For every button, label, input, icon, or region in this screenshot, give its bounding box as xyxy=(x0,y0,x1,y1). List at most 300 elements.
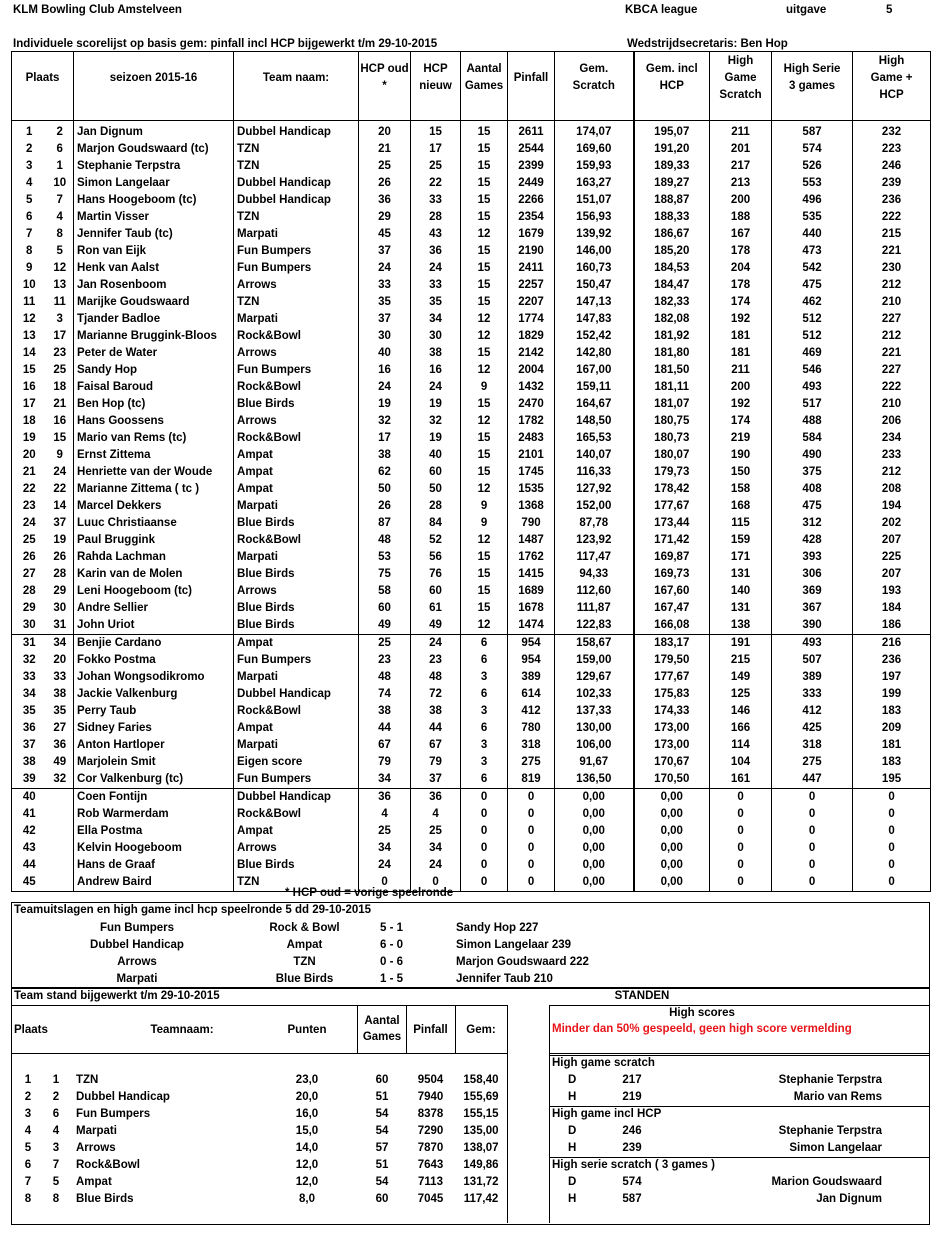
player-prev-rank: 17 xyxy=(47,328,74,345)
player-row xyxy=(12,396,931,413)
highscore-division: H xyxy=(568,1193,577,1205)
player-hcp-new: 24 xyxy=(411,379,461,396)
player-high-serie: 496 xyxy=(772,192,853,209)
col-team: Team naam: xyxy=(234,52,359,105)
team-rank: 2 xyxy=(24,1091,32,1103)
player-hg-scratch: 211 xyxy=(710,124,772,141)
match-home: Dubbel Handicap xyxy=(90,939,184,951)
highscore-section-title: High game scratch xyxy=(552,1057,655,1069)
player-hg-scratch: 213 xyxy=(710,175,772,192)
player-team: Ampat xyxy=(234,720,359,737)
player-hg-hcp: 236 xyxy=(853,192,931,209)
player-avg-hcp: 179,50 xyxy=(634,652,710,669)
edition-number: 5 xyxy=(886,4,893,16)
player-prev-rank: 1 xyxy=(47,158,74,175)
player-high-serie: 512 xyxy=(772,311,853,328)
player-prev-rank: 30 xyxy=(47,600,74,617)
player-avg-scratch: 94,33 xyxy=(555,566,634,583)
player-name: Martin Visser xyxy=(74,209,234,226)
player-hcp-old: 25 xyxy=(359,158,411,175)
player-prev-rank: 28 xyxy=(47,566,74,583)
col-hcp-new: HCP nieuw xyxy=(411,52,461,105)
player-hg-hcp: 212 xyxy=(853,277,931,294)
player-hg-hcp: 183 xyxy=(853,754,931,771)
player-games: 3 xyxy=(461,703,508,720)
player-prev-rank xyxy=(47,789,74,807)
player-name: Rahda Lachman xyxy=(74,549,234,566)
player-rank: 31 xyxy=(12,635,47,653)
player-pinfall: 790 xyxy=(508,515,555,532)
player-hcp-new: 52 xyxy=(411,532,461,549)
highscore-section-title: High serie scratch ( 3 games ) xyxy=(552,1159,715,1171)
player-hg-hcp: 234 xyxy=(853,430,931,447)
match-row xyxy=(12,954,612,971)
player-hcp-new: 23 xyxy=(411,652,461,669)
player-hcp-new: 60 xyxy=(411,464,461,481)
player-hg-scratch: 174 xyxy=(710,413,772,430)
player-rank: 24 xyxy=(12,515,47,532)
player-hcp-new: 84 xyxy=(411,515,461,532)
divider xyxy=(549,1005,550,1223)
player-name: Anton Hartloper xyxy=(74,737,234,754)
player-row xyxy=(12,277,931,294)
player-hcp-old: 75 xyxy=(359,566,411,583)
col-teamname: Teamnaam: xyxy=(150,1024,214,1036)
player-high-serie: 0 xyxy=(772,874,853,892)
player-row xyxy=(12,617,931,635)
team-points: 12,0 xyxy=(295,1176,319,1188)
player-hg-hcp: 193 xyxy=(853,583,931,600)
player-prev-rank: 2 xyxy=(47,124,74,141)
player-hcp-new: 79 xyxy=(411,754,461,771)
player-high-serie: 0 xyxy=(772,857,853,874)
player-team: TZN xyxy=(234,874,359,892)
player-hcp-old: 17 xyxy=(359,430,411,447)
player-hcp-new: 44 xyxy=(411,720,461,737)
player-high-serie: 0 xyxy=(772,823,853,840)
player-avg-hcp: 173,00 xyxy=(634,737,710,754)
player-rank: 6 xyxy=(12,209,47,226)
player-avg-scratch: 87,78 xyxy=(555,515,634,532)
player-games: 12 xyxy=(461,328,508,345)
player-hg-hcp: 207 xyxy=(853,532,931,549)
player-team: Fun Bumpers xyxy=(234,243,359,260)
player-games: 15 xyxy=(461,192,508,209)
player-hcp-new: 48 xyxy=(411,669,461,686)
player-row xyxy=(12,549,931,566)
player-team: Ampat xyxy=(234,635,359,653)
player-high-serie: 318 xyxy=(772,737,853,754)
col-pinfall: Pinfall xyxy=(508,52,555,105)
player-hcp-old: 24 xyxy=(359,379,411,396)
player-high-serie: 425 xyxy=(772,720,853,737)
player-hg-hcp: 210 xyxy=(853,396,931,413)
player-row xyxy=(12,260,931,277)
player-pinfall: 2257 xyxy=(508,277,555,294)
player-name: Paul Bruggink xyxy=(74,532,234,549)
player-team: Marpati xyxy=(234,498,359,515)
player-score-table xyxy=(11,51,931,892)
player-avg-scratch: 163,27 xyxy=(555,175,634,192)
player-prev-rank: 12 xyxy=(47,260,74,277)
player-name: Mario van Rems (tc) xyxy=(74,430,234,447)
col-pinfall: Pinfall xyxy=(413,1024,448,1036)
player-high-serie: 574 xyxy=(772,141,853,158)
match-away: TZN xyxy=(293,956,316,968)
player-name: Fokko Postma xyxy=(74,652,234,669)
player-hcp-new: 36 xyxy=(411,243,461,260)
player-name: Coen Fontijn xyxy=(74,789,234,807)
player-hg-hcp: 212 xyxy=(853,464,931,481)
player-hcp-old: 23 xyxy=(359,652,411,669)
player-hg-hcp: 236 xyxy=(853,652,931,669)
player-games: 15 xyxy=(461,175,508,192)
player-avg-scratch: 0,00 xyxy=(555,806,634,823)
player-high-serie: 542 xyxy=(772,260,853,277)
match-score: 6 - 0 xyxy=(379,939,403,951)
player-pinfall: 1762 xyxy=(508,549,555,566)
player-games: 12 xyxy=(461,311,508,328)
player-hg-hcp: 0 xyxy=(853,806,931,823)
player-prev-rank: 22 xyxy=(47,481,74,498)
player-row xyxy=(12,345,931,362)
player-rank: 41 xyxy=(12,806,47,823)
player-hg-hcp: 222 xyxy=(853,379,931,396)
player-name: Marjon Goudswaard (tc) xyxy=(74,141,234,158)
player-team: Eigen score xyxy=(234,754,359,771)
player-hcp-new: 4 xyxy=(411,806,461,823)
player-hg-scratch: 192 xyxy=(710,396,772,413)
player-hg-scratch: 219 xyxy=(710,430,772,447)
player-rank: 34 xyxy=(12,686,47,703)
player-hg-hcp: 221 xyxy=(853,243,931,260)
player-row xyxy=(12,771,931,789)
player-avg-scratch: 136,50 xyxy=(555,771,634,789)
player-hg-scratch: 138 xyxy=(710,617,772,635)
player-pinfall: 2611 xyxy=(508,124,555,141)
player-avg-hcp: 0,00 xyxy=(634,857,710,874)
player-hg-scratch: 181 xyxy=(710,345,772,362)
team-games: 51 xyxy=(375,1091,389,1103)
player-rank: 35 xyxy=(12,703,47,720)
player-avg-hcp: 189,33 xyxy=(634,158,710,175)
highscore-player: Jan Dignum xyxy=(816,1193,882,1205)
player-games: 6 xyxy=(461,771,508,789)
match-high: Marjon Goudswaard 222 xyxy=(456,956,589,968)
player-avg-scratch: 137,33 xyxy=(555,703,634,720)
player-hcp-new: 24 xyxy=(411,260,461,277)
player-games: 15 xyxy=(461,260,508,277)
player-team: Dubbel Handicap xyxy=(234,192,359,209)
player-hg-hcp: 195 xyxy=(853,771,931,789)
player-pinfall: 2004 xyxy=(508,362,555,379)
player-avg-hcp: 167,47 xyxy=(634,600,710,617)
player-prev-rank: 9 xyxy=(47,447,74,464)
standings-title: Team stand bijgewerkt t/m 29-10-2015 xyxy=(14,990,220,1002)
player-avg-scratch: 117,47 xyxy=(555,549,634,566)
highscore-player: Mario van Rems xyxy=(793,1091,882,1103)
player-pinfall: 1774 xyxy=(508,311,555,328)
player-avg-scratch: 169,60 xyxy=(555,141,634,158)
player-prev-rank xyxy=(47,874,74,892)
player-prev-rank: 33 xyxy=(47,669,74,686)
team-points: 12,0 xyxy=(295,1159,319,1171)
col-plaats: Plaats xyxy=(14,1024,48,1036)
player-games: 15 xyxy=(461,158,508,175)
player-prev-rank: 38 xyxy=(47,686,74,703)
player-row xyxy=(12,447,931,464)
player-avg-scratch: 130,00 xyxy=(555,720,634,737)
player-pinfall: 2354 xyxy=(508,209,555,226)
player-name: Jennifer Taub (tc) xyxy=(74,226,234,243)
player-rank: 11 xyxy=(12,294,47,311)
player-rank: 13 xyxy=(12,328,47,345)
player-pinfall: 1474 xyxy=(508,617,555,635)
team-rank: 8 xyxy=(24,1193,32,1205)
player-hcp-new: 50 xyxy=(411,481,461,498)
player-avg-scratch: 91,67 xyxy=(555,754,634,771)
highscore-value: 217 xyxy=(622,1074,642,1086)
player-hcp-old: 16 xyxy=(359,362,411,379)
player-pinfall: 1487 xyxy=(508,532,555,549)
player-team: Marpati xyxy=(234,311,359,328)
player-hg-scratch: 200 xyxy=(710,192,772,209)
player-avg-scratch: 102,33 xyxy=(555,686,634,703)
player-avg-scratch: 167,00 xyxy=(555,362,634,379)
player-hg-scratch: 0 xyxy=(710,806,772,823)
player-hcp-old: 58 xyxy=(359,583,411,600)
player-hcp-new: 16 xyxy=(411,362,461,379)
player-row xyxy=(12,806,931,823)
player-prev-rank: 34 xyxy=(47,635,74,653)
player-avg-scratch: 0,00 xyxy=(555,789,634,807)
player-pinfall: 0 xyxy=(508,789,555,807)
player-prev-rank: 14 xyxy=(47,498,74,515)
player-name: Luuc Christiaanse xyxy=(74,515,234,532)
player-rank: 18 xyxy=(12,413,47,430)
player-avg-hcp: 171,42 xyxy=(634,532,710,549)
player-rank: 22 xyxy=(12,481,47,498)
highscore-value: 587 xyxy=(622,1193,642,1205)
player-avg-scratch: 148,50 xyxy=(555,413,634,430)
highscore-player: Stephanie Terpstra xyxy=(778,1074,882,1086)
player-pinfall: 1432 xyxy=(508,379,555,396)
player-name: Sidney Faries xyxy=(74,720,234,737)
match-row xyxy=(12,920,612,937)
player-team: TZN xyxy=(234,141,359,158)
player-prev-rank xyxy=(47,857,74,874)
player-team: Arrows xyxy=(234,840,359,857)
player-pinfall: 2399 xyxy=(508,158,555,175)
player-name: Marianne Bruggink-Bloos xyxy=(74,328,234,345)
team-games: 54 xyxy=(375,1125,389,1137)
player-row xyxy=(12,532,931,549)
divider xyxy=(507,1005,508,1223)
player-avg-hcp: 0,00 xyxy=(634,806,710,823)
player-rank: 15 xyxy=(12,362,47,379)
player-games: 0 xyxy=(461,857,508,874)
player-hg-hcp: 233 xyxy=(853,447,931,464)
player-hcp-new: 38 xyxy=(411,345,461,362)
player-row xyxy=(12,635,931,653)
player-avg-hcp: 195,07 xyxy=(634,124,710,141)
team-standings xyxy=(11,987,930,1225)
player-hg-scratch: 114 xyxy=(710,737,772,754)
player-team: TZN xyxy=(234,294,359,311)
player-high-serie: 412 xyxy=(772,703,853,720)
highscore-section-title: High game incl HCP xyxy=(552,1108,662,1120)
team-pinfall: 7870 xyxy=(417,1142,444,1154)
player-team: Fun Bumpers xyxy=(234,652,359,669)
player-avg-scratch: 150,47 xyxy=(555,277,634,294)
player-prev-rank: 15 xyxy=(47,430,74,447)
highscore-player: Simon Langelaar xyxy=(789,1142,882,1154)
player-hg-hcp: 227 xyxy=(853,362,931,379)
player-hg-scratch: 0 xyxy=(710,874,772,892)
player-games: 0 xyxy=(461,806,508,823)
player-team: TZN xyxy=(234,209,359,226)
player-team: Marpati xyxy=(234,226,359,243)
player-row xyxy=(12,515,931,532)
player-pinfall: 412 xyxy=(508,703,555,720)
player-hcp-new: 30 xyxy=(411,328,461,345)
player-hcp-old: 19 xyxy=(359,396,411,413)
player-rank: 12 xyxy=(12,311,47,328)
team-name: Fun Bumpers xyxy=(76,1108,151,1120)
player-rank: 26 xyxy=(12,549,47,566)
player-name: Marijke Goudswaard xyxy=(74,294,234,311)
player-avg-hcp: 183,17 xyxy=(634,635,710,653)
player-rank: 40 xyxy=(12,789,47,807)
team-points: 16,0 xyxy=(295,1108,319,1120)
highscore-value: 219 xyxy=(622,1091,642,1103)
player-row xyxy=(12,840,931,857)
player-pinfall: 318 xyxy=(508,737,555,754)
player-hcp-old: 67 xyxy=(359,737,411,754)
player-high-serie: 526 xyxy=(772,158,853,175)
team-prev-rank: 3 xyxy=(52,1142,60,1154)
player-team: Arrows xyxy=(234,583,359,600)
team-games: 60 xyxy=(375,1074,389,1086)
team-points: 8,0 xyxy=(299,1193,315,1205)
player-hcp-old: 36 xyxy=(359,789,411,807)
player-row xyxy=(12,413,931,430)
player-high-serie: 333 xyxy=(772,686,853,703)
player-hcp-old: 29 xyxy=(359,209,411,226)
player-row xyxy=(12,294,931,311)
player-row xyxy=(12,311,931,328)
player-hg-scratch: 178 xyxy=(710,277,772,294)
team-points: 15,0 xyxy=(295,1125,319,1137)
player-hcp-old: 30 xyxy=(359,328,411,345)
player-pinfall: 2544 xyxy=(508,141,555,158)
player-avg-hcp: 170,67 xyxy=(634,754,710,771)
player-team: Rock&Bowl xyxy=(234,703,359,720)
team-pinfall: 9504 xyxy=(417,1074,444,1086)
player-hcp-new: 33 xyxy=(411,192,461,209)
player-hg-hcp: 246 xyxy=(853,158,931,175)
player-name: Jackie Valkenburg xyxy=(74,686,234,703)
player-prev-rank: 31 xyxy=(47,617,74,635)
player-name: Perry Taub xyxy=(74,703,234,720)
player-hg-hcp: 232 xyxy=(853,124,931,141)
player-avg-hcp: 189,27 xyxy=(634,175,710,192)
player-hcp-new: 28 xyxy=(411,209,461,226)
player-name: Rob Warmerdam xyxy=(74,806,234,823)
player-pinfall: 1782 xyxy=(508,413,555,430)
player-hcp-old: 74 xyxy=(359,686,411,703)
player-hg-hcp: 227 xyxy=(853,311,931,328)
player-games: 15 xyxy=(461,141,508,158)
player-hcp-new: 17 xyxy=(411,141,461,158)
player-team: Blue Birds xyxy=(234,617,359,635)
player-prev-rank: 7 xyxy=(47,192,74,209)
player-team: Arrows xyxy=(234,413,359,430)
team-games: 54 xyxy=(375,1108,389,1120)
match-row xyxy=(12,937,612,954)
player-prev-rank: 6 xyxy=(47,141,74,158)
player-hcp-old: 48 xyxy=(359,532,411,549)
player-hg-scratch: 201 xyxy=(710,141,772,158)
player-name: Ernst Zittema xyxy=(74,447,234,464)
player-team: Ampat xyxy=(234,823,359,840)
player-hg-scratch: 200 xyxy=(710,379,772,396)
player-prev-rank: 5 xyxy=(47,243,74,260)
team-name: Blue Birds xyxy=(76,1193,134,1205)
player-hg-hcp: 222 xyxy=(853,209,931,226)
player-avg-hcp: 173,00 xyxy=(634,720,710,737)
player-hcp-new: 49 xyxy=(411,617,461,635)
player-games: 15 xyxy=(461,396,508,413)
player-hg-scratch: 0 xyxy=(710,857,772,874)
player-hg-scratch: 174 xyxy=(710,294,772,311)
player-high-serie: 367 xyxy=(772,600,853,617)
col-avg-hcp: Gem. incl HCP xyxy=(634,52,710,105)
player-games: 12 xyxy=(461,413,508,430)
player-hg-scratch: 158 xyxy=(710,481,772,498)
team-points: 20,0 xyxy=(295,1091,319,1103)
player-rank: 42 xyxy=(12,823,47,840)
player-avg-scratch: 156,93 xyxy=(555,209,634,226)
player-row xyxy=(12,328,931,345)
player-hg-hcp: 197 xyxy=(853,669,931,686)
player-team: Marpati xyxy=(234,737,359,754)
player-hcp-new: 24 xyxy=(411,857,461,874)
player-name: Andrew Baird xyxy=(74,874,234,892)
player-high-serie: 546 xyxy=(772,362,853,379)
player-high-serie: 275 xyxy=(772,754,853,771)
player-high-serie: 475 xyxy=(772,498,853,515)
player-row xyxy=(12,464,931,481)
team-rank: 5 xyxy=(24,1142,32,1154)
player-hcp-new: 35 xyxy=(411,294,461,311)
player-pinfall: 1745 xyxy=(508,464,555,481)
player-avg-hcp: 181,07 xyxy=(634,396,710,413)
player-hg-hcp: 202 xyxy=(853,515,931,532)
player-name: Sandy Hop xyxy=(74,362,234,379)
player-avg-hcp: 188,87 xyxy=(634,192,710,209)
player-games: 3 xyxy=(461,754,508,771)
player-avg-hcp: 0,00 xyxy=(634,874,710,892)
team-rank: 1 xyxy=(24,1074,32,1086)
player-hg-scratch: 190 xyxy=(710,447,772,464)
player-rank: 45 xyxy=(12,874,47,892)
player-hg-hcp: 186 xyxy=(853,617,931,635)
player-avg-hcp: 186,67 xyxy=(634,226,710,243)
player-rank: 37 xyxy=(12,737,47,754)
player-pinfall: 1829 xyxy=(508,328,555,345)
player-hg-scratch: 171 xyxy=(710,549,772,566)
